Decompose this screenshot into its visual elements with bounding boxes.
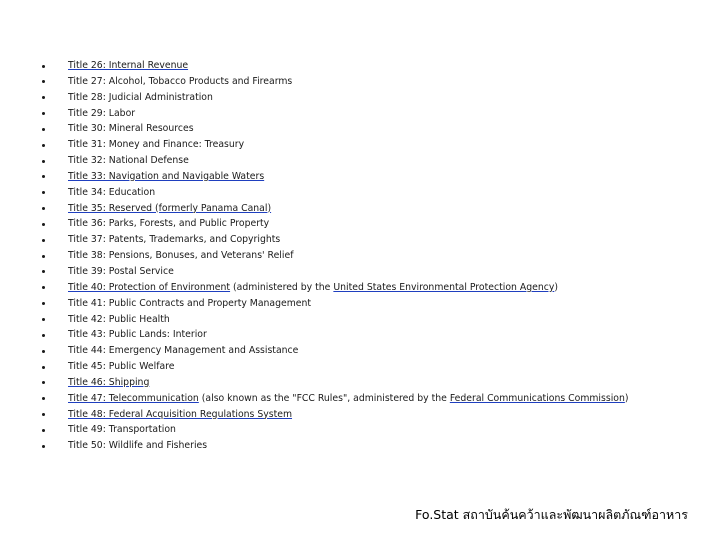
title-link[interactable]: Title 46: Shipping (68, 376, 150, 388)
bullet-icon (42, 413, 45, 416)
list-item (40, 296, 629, 312)
bullet-icon (42, 65, 45, 68)
title-text: Title 28: Judicial Administration (68, 91, 213, 103)
title-text: Title 27: Alcohol, Tobacco Products and Firearms (68, 75, 293, 87)
list-item (40, 327, 629, 343)
bullet-icon (42, 207, 45, 210)
title-text: Title 39: Postal Service (68, 265, 174, 277)
title-text: (also known as the "FCC Rules", administered by the (198, 392, 450, 404)
title-text: Title 49: Transportation (68, 424, 176, 436)
title-text: Title 36: Parks, Forests, and Public Property (68, 218, 270, 230)
bullet-icon (42, 144, 45, 147)
list-item (40, 248, 629, 264)
bullet-icon (42, 350, 45, 353)
list-item (40, 90, 629, 106)
bullet-icon (42, 80, 45, 83)
list-item (40, 264, 629, 280)
list-item (40, 153, 629, 169)
title-link[interactable]: Title 35: Reserved (formerly Panama Canal) (68, 202, 272, 214)
list-item (40, 121, 629, 137)
bullet-icon (42, 191, 45, 194)
list-item (40, 137, 629, 153)
bullet-icon (42, 175, 45, 178)
footer-text: Fo.Stat สถาบันค้นคว้าและพัฒนาผลิตภัณฑ์อาหาร (415, 507, 688, 522)
list-item (40, 280, 629, 296)
title-text: Title 30: Mineral Resources (68, 123, 194, 135)
title-link[interactable]: Title 33: Navigation and Navigable Waters (68, 170, 265, 182)
title-text: Title 43: Public Lands: Interior (68, 329, 207, 341)
bullet-icon (42, 302, 45, 305)
list-item (40, 185, 629, 201)
list-item (40, 359, 629, 375)
title-text: Title 38: Pensions, Bonuses, and Veterans' Relief (68, 250, 294, 262)
agency-link[interactable]: Federal Communications Commission (449, 392, 625, 404)
bullet-icon (42, 112, 45, 115)
bullet-icon (42, 334, 45, 337)
bullet-icon (42, 223, 45, 226)
list-item (40, 438, 629, 454)
bullet-icon (42, 160, 45, 163)
list-item (40, 343, 629, 359)
bullet-icon (42, 239, 45, 242)
list-item (40, 106, 629, 122)
bullet-icon (42, 128, 45, 131)
list-item (40, 312, 629, 328)
bullet-icon (42, 96, 45, 99)
list-item (40, 74, 629, 90)
title-link[interactable]: Title 47: Telecommunication (68, 392, 199, 404)
agency-link[interactable]: United States Environmental Protection Agency (333, 281, 555, 293)
closing-text: ) (554, 281, 558, 293)
bullet-icon (42, 270, 45, 273)
list-item (40, 58, 629, 74)
title-text: Title 31: Money and Finance: Treasury (68, 139, 245, 151)
bullet-icon (42, 445, 45, 448)
title-text: Title 44: Emergency Management and Assistance (68, 345, 299, 357)
list-item (40, 375, 629, 391)
list-item (40, 169, 629, 185)
list-item (40, 216, 629, 232)
title-link[interactable]: Title 26: Internal Revenue (68, 60, 189, 71)
list-item (40, 391, 629, 407)
title-text: Title 29: Labor (68, 107, 136, 119)
bullet-icon (42, 286, 45, 289)
bullet-icon (42, 381, 45, 384)
title-text: (administered by the (230, 281, 334, 293)
title-link[interactable]: Title 40: Protection of Environment (68, 281, 231, 293)
bullet-icon (42, 397, 45, 400)
list-item (40, 407, 629, 423)
cfr-title-list (40, 58, 629, 454)
list-item (40, 422, 629, 438)
title-text: Title 42: Public Health (68, 313, 170, 325)
closing-text: ) (624, 392, 629, 404)
title-text: Title 41: Public Contracts and Property Management (68, 297, 312, 309)
bullet-icon (42, 255, 45, 258)
bullet-icon (42, 429, 45, 432)
title-text: Title 37: Patents, Trademarks, and Copyrights (68, 234, 281, 246)
bullet-icon (42, 318, 45, 321)
list-item (40, 232, 629, 248)
title-text: Title 50: Wildlife and Fisheries (68, 440, 208, 452)
title-text: Title 45: Public Welfare (68, 361, 175, 373)
title-link[interactable]: Title 48: Federal Acquisition Regulations System (68, 408, 293, 420)
bullet-icon (42, 366, 45, 369)
list-item (40, 201, 629, 217)
title-text: Title 34: Education (68, 186, 156, 198)
title-text: Title 32: National Defense (68, 155, 189, 167)
